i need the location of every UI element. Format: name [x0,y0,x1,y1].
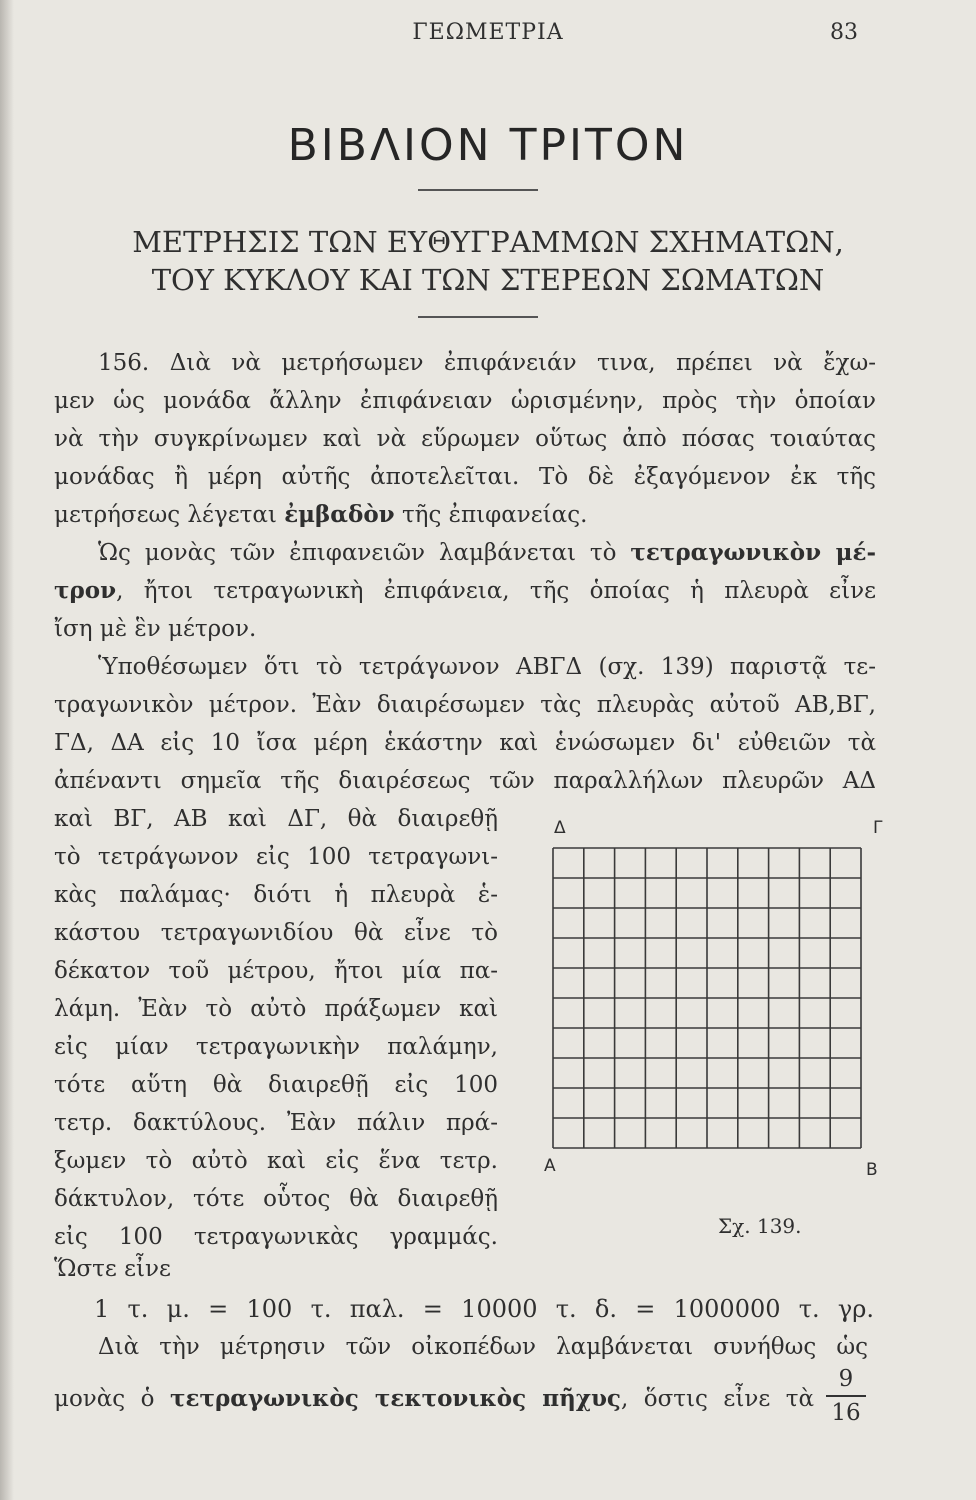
vertex-label-gamma: Γ [873,818,883,838]
text-line: τραγωνικὸν μέτρον. Ἐὰν διαιρέσωμεν τὰς πλευρὰς αὐτοῦ ΑΒ,ΒΓ, [54,692,876,718]
fraction-nine-sixteenths [826,1365,866,1427]
text-line: ΓΔ, ΔΑ εἰς 10 ἴσα μέρη ἑκάστην καὶ ἑνώσωμεν δι' εὐθειῶν τὰ [54,730,876,756]
title-divider-top [418,189,538,191]
text-line: καὶ ΒΓ, ΑΒ καὶ ΔΓ, θὰ διαιρεθῇ [54,806,498,832]
text-line: μονάδας ἢ μέρη αὐτῆς ἀποτελεῖται. Τὸ δὲ ἐξαγόμενον ἐκ τῆς [54,464,876,490]
book-title: ΒΙΒΛΙΟΝ ΤΡΙΤΟΝ [287,120,689,171]
text-span: μετρήσεως λέγεται [54,502,285,528]
figure-caption: Σχ. 139. [718,1214,802,1238]
grid-square [551,846,863,1151]
text-line: τετρ. δακτύλους. Ἐὰν πάλιν πρά- [54,1110,498,1136]
term-square-metre-end: τρον [54,577,117,604]
text-line: κάστου τετραγωνιδίου θὰ εἶνε τὸ [54,920,498,946]
term-embadon: ἐμβαδὸν [284,501,395,528]
unit-equation: 1 τ. μ. = 100 τ. παλ. = 10000 τ. δ. = 1000000 τ. γρ. [94,1295,874,1323]
title-divider-bottom [418,316,538,318]
vertex-label-delta: Δ [554,818,566,838]
text-line: κὰς παλάμας· διότι ἡ πλευρὰ ἑ- [54,882,498,908]
term-tektonikos-pechys: τετραγωνικὸς τεκτονικὸς πῆχυς [170,1385,621,1412]
chapter-title-line-1: ΜΕΤΡΗΣΙΣ ΤΩΝ ΕΥΘΥΓΡΑΜΜΩΝ ΣΧΗΜΑΤΩΝ, [132,225,844,259]
chapter-title-line-2: ΤΟΥ ΚΥΚΛΟΥ ΚΑΙ ΤΩΝ ΣΤΕΡΕΩΝ ΣΩΜΑΤΩΝ [151,263,825,297]
running-title: ΓΕΩΜΕΤΡΙΑ [412,20,564,45]
text-span: , ἤτοι τετραγωνικὴ ἐπιφάνεια, τῆς ὁποίας ἡ πλευρὰ εἶνε [116,578,876,604]
text-line: δάκτυλον, τότε οὗτος θὰ διαιρεθῇ [54,1186,498,1212]
text-line: Ὑποθέσωμεν ὅτι τὸ τετράγωνον ΑΒΓΔ (σχ. 139) παριστᾷ τε- [98,654,876,680]
fraction-denominator: 16 [831,1400,861,1426]
text-line: εἰς 100 τετραγωνικὰς γραμμάς. [54,1224,498,1250]
text-span: Ὡς μονὰς τῶν ἐπιφανειῶν λαμβάνεται τὸ [98,540,631,566]
text-line [54,1382,814,1416]
text-line: τότε αὕτη θὰ διαιρεθῇ εἰς 100 [54,1072,498,1098]
text-line: νὰ τὴν συγκρίνωμεν καὶ νὰ εὕρωμεν οὕτως ἀπὸ πόσας τοιαύτας [54,426,876,452]
figure-139 [551,846,863,1151]
page-number: 83 [830,20,858,45]
vertex-label-beta: Β [866,1160,878,1180]
fraction-numerator: 9 [838,1366,854,1392]
text-line: ἴση μὲ ἓν μέτρον. [54,616,257,642]
vertex-label-alpha: Α [544,1156,556,1176]
text-line: ἀπέναντι σημεῖα τῆς διαιρέσεως τῶν παραλλήλων πλευρῶν ΑΔ [54,768,876,794]
fraction-bar [826,1395,866,1397]
term-square-metre: τετραγωνικὸν μέ- [630,539,876,566]
text-line [54,498,587,532]
text-line: εἰς μίαν τετραγωνικὴν παλάμην, [54,1034,498,1060]
text-line [54,574,876,608]
text-span: μονὰς ὁ [54,1386,171,1412]
text-line: μεν ὡς μονάδα ἄλλην ἐπιφάνειαν ὡρισμένην, πρὸς τὴν ὁποίαν [54,388,876,414]
paragraph-156-line: 156. Διὰ νὰ μετρήσωμεν ἐπιφάνειάν τινα, πρέπει νὰ ἔχω- [98,350,876,376]
text-line: Διὰ τὴν μέτρησιν τῶν οἰκοπέδων λαμβάνεται συνήθως ὡς [98,1334,868,1360]
text-span: τῆς ἐπιφανείας. [394,502,588,528]
text-line: δέκατον τοῦ μέτρου, ἤτοι μία πα- [54,958,498,984]
text-line: λάμη. Ἐὰν τὸ αὐτὸ πράξωμεν καὶ [54,996,498,1022]
text-line [98,536,876,570]
text-line: τὸ τετράγωνον εἰς 100 τετραγωνι- [54,844,498,870]
text-span: , ὅστις εἶνε τὰ [620,1386,814,1412]
text-line: ξωμεν τὸ αὐτὸ καὶ εἰς ἕνα τετρ. [54,1148,498,1174]
text-line: Ὥστε εἶνε [54,1256,171,1282]
